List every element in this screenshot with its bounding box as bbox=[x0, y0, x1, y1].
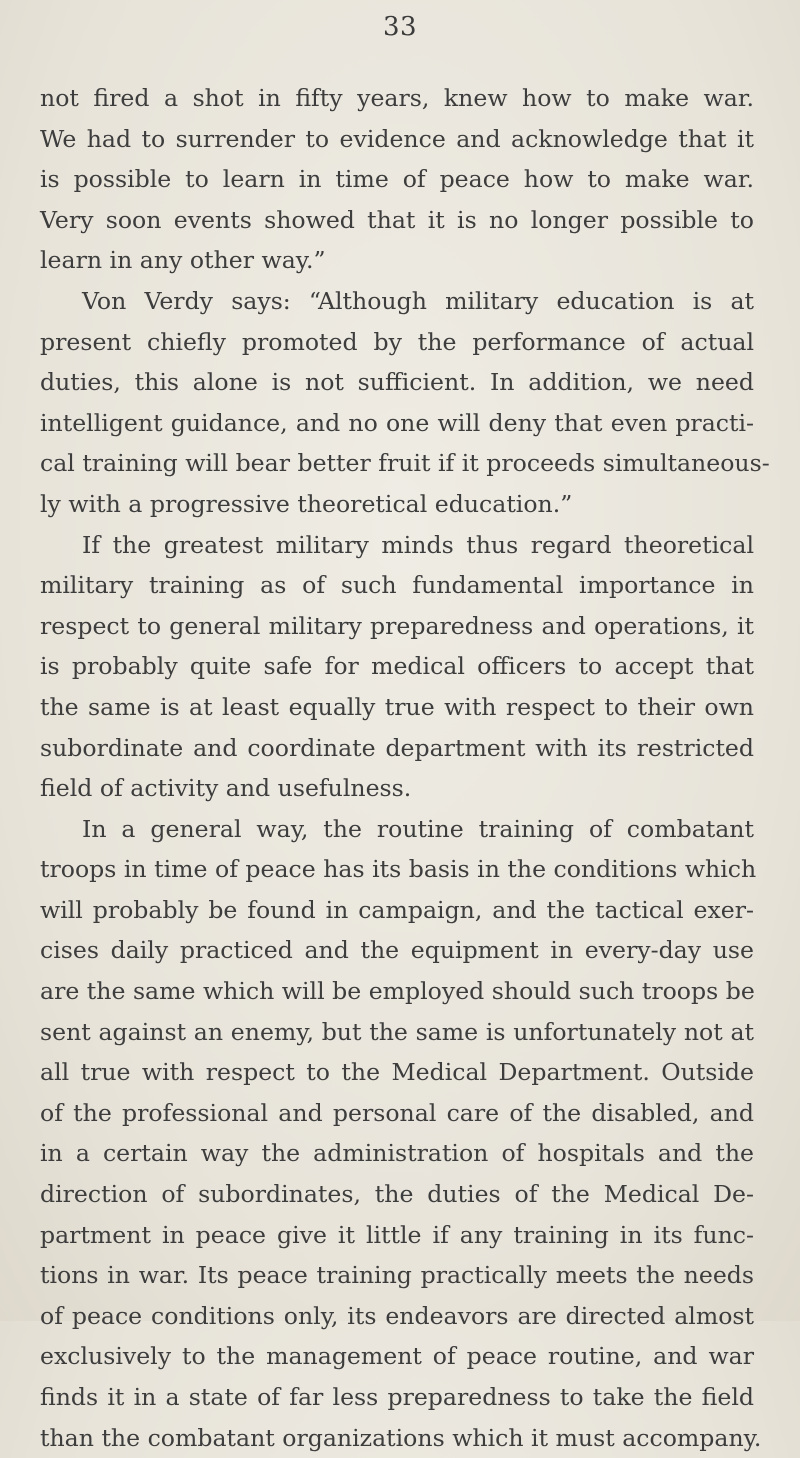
text-line: learn in any other way.” bbox=[40, 246, 326, 275]
text-line: not fired a shot in fifty years, knew how to make war. bbox=[40, 84, 754, 112]
text-line: is possible to learn in time of peace how to make war. bbox=[40, 165, 754, 194]
text-line: tions in war. Its peace training practically meets the needs bbox=[40, 1261, 754, 1290]
text-line: subordinate and coordinate department with its restricted bbox=[40, 733, 754, 762]
text-line: is probably quite safe for medical officers to accept that bbox=[40, 652, 754, 681]
text-line: cal training will bear better fruit if it proceeds simultaneous- bbox=[40, 449, 770, 478]
body-text bbox=[40, 78, 770, 1458]
text-line: cises daily practiced and the equipment in every-day use bbox=[40, 936, 754, 965]
text-line: field of activity and usefulness. bbox=[40, 774, 412, 803]
text-line: We had to surrender to evidence and acknowledge that it bbox=[40, 124, 754, 153]
text-line: of the professional and personal care of the disabled, and bbox=[40, 1098, 754, 1127]
text-line: respect to general military preparedness and operations, it bbox=[40, 611, 754, 640]
text-line: of peace conditions only, its endeavors are directed almost bbox=[40, 1301, 754, 1330]
text-line: military training as of such fundamental importance in bbox=[40, 571, 754, 600]
text-line: present chiefly promoted by the performance of actual bbox=[40, 327, 754, 356]
text-line: duties, this alone is not sufficient. In addition, we need bbox=[40, 368, 754, 397]
text-line: In a general way, the routine training of combatant bbox=[82, 814, 754, 843]
text-line: are the same which will be employed should such troops be bbox=[40, 977, 755, 1006]
text-line: Von Verdy says: “Although military education is at bbox=[82, 286, 754, 315]
text-line: than the combatant organizations which it must accompany. bbox=[40, 1423, 762, 1452]
text-line: exclusively to the management of peace routine, and war bbox=[40, 1342, 754, 1371]
text-line: intelligent guidance, and no one will deny that even practi- bbox=[40, 408, 754, 437]
page-number: 33 bbox=[382, 12, 418, 42]
text-line: sent against an enemy, but the same is unfortunately not at bbox=[40, 1017, 754, 1046]
text-line: all true with respect to the Medical Department. Outside bbox=[40, 1058, 754, 1087]
text-line: will probably be found in campaign, and the tactical exer- bbox=[40, 895, 754, 924]
text-line: partment in peace give it little if any training in its func- bbox=[40, 1220, 754, 1249]
text-line: ly with a progressive theoretical education.” bbox=[40, 489, 573, 518]
text-line: troops in time of peace has its basis in the conditions which bbox=[40, 855, 757, 884]
text-line: in a certain way the administration of hospitals and the bbox=[40, 1139, 754, 1168]
text-line: direction of subordinates, the duties of the Medical De- bbox=[40, 1180, 754, 1209]
text-line: If the greatest military minds thus regard theoretical bbox=[82, 530, 754, 559]
text-line: finds it in a state of far less preparedness to take the field bbox=[40, 1383, 754, 1411]
text-line: Very soon events showed that it is no longer possible to bbox=[40, 205, 754, 234]
text-line: the same is at least equally true with respect to their own bbox=[40, 692, 754, 721]
